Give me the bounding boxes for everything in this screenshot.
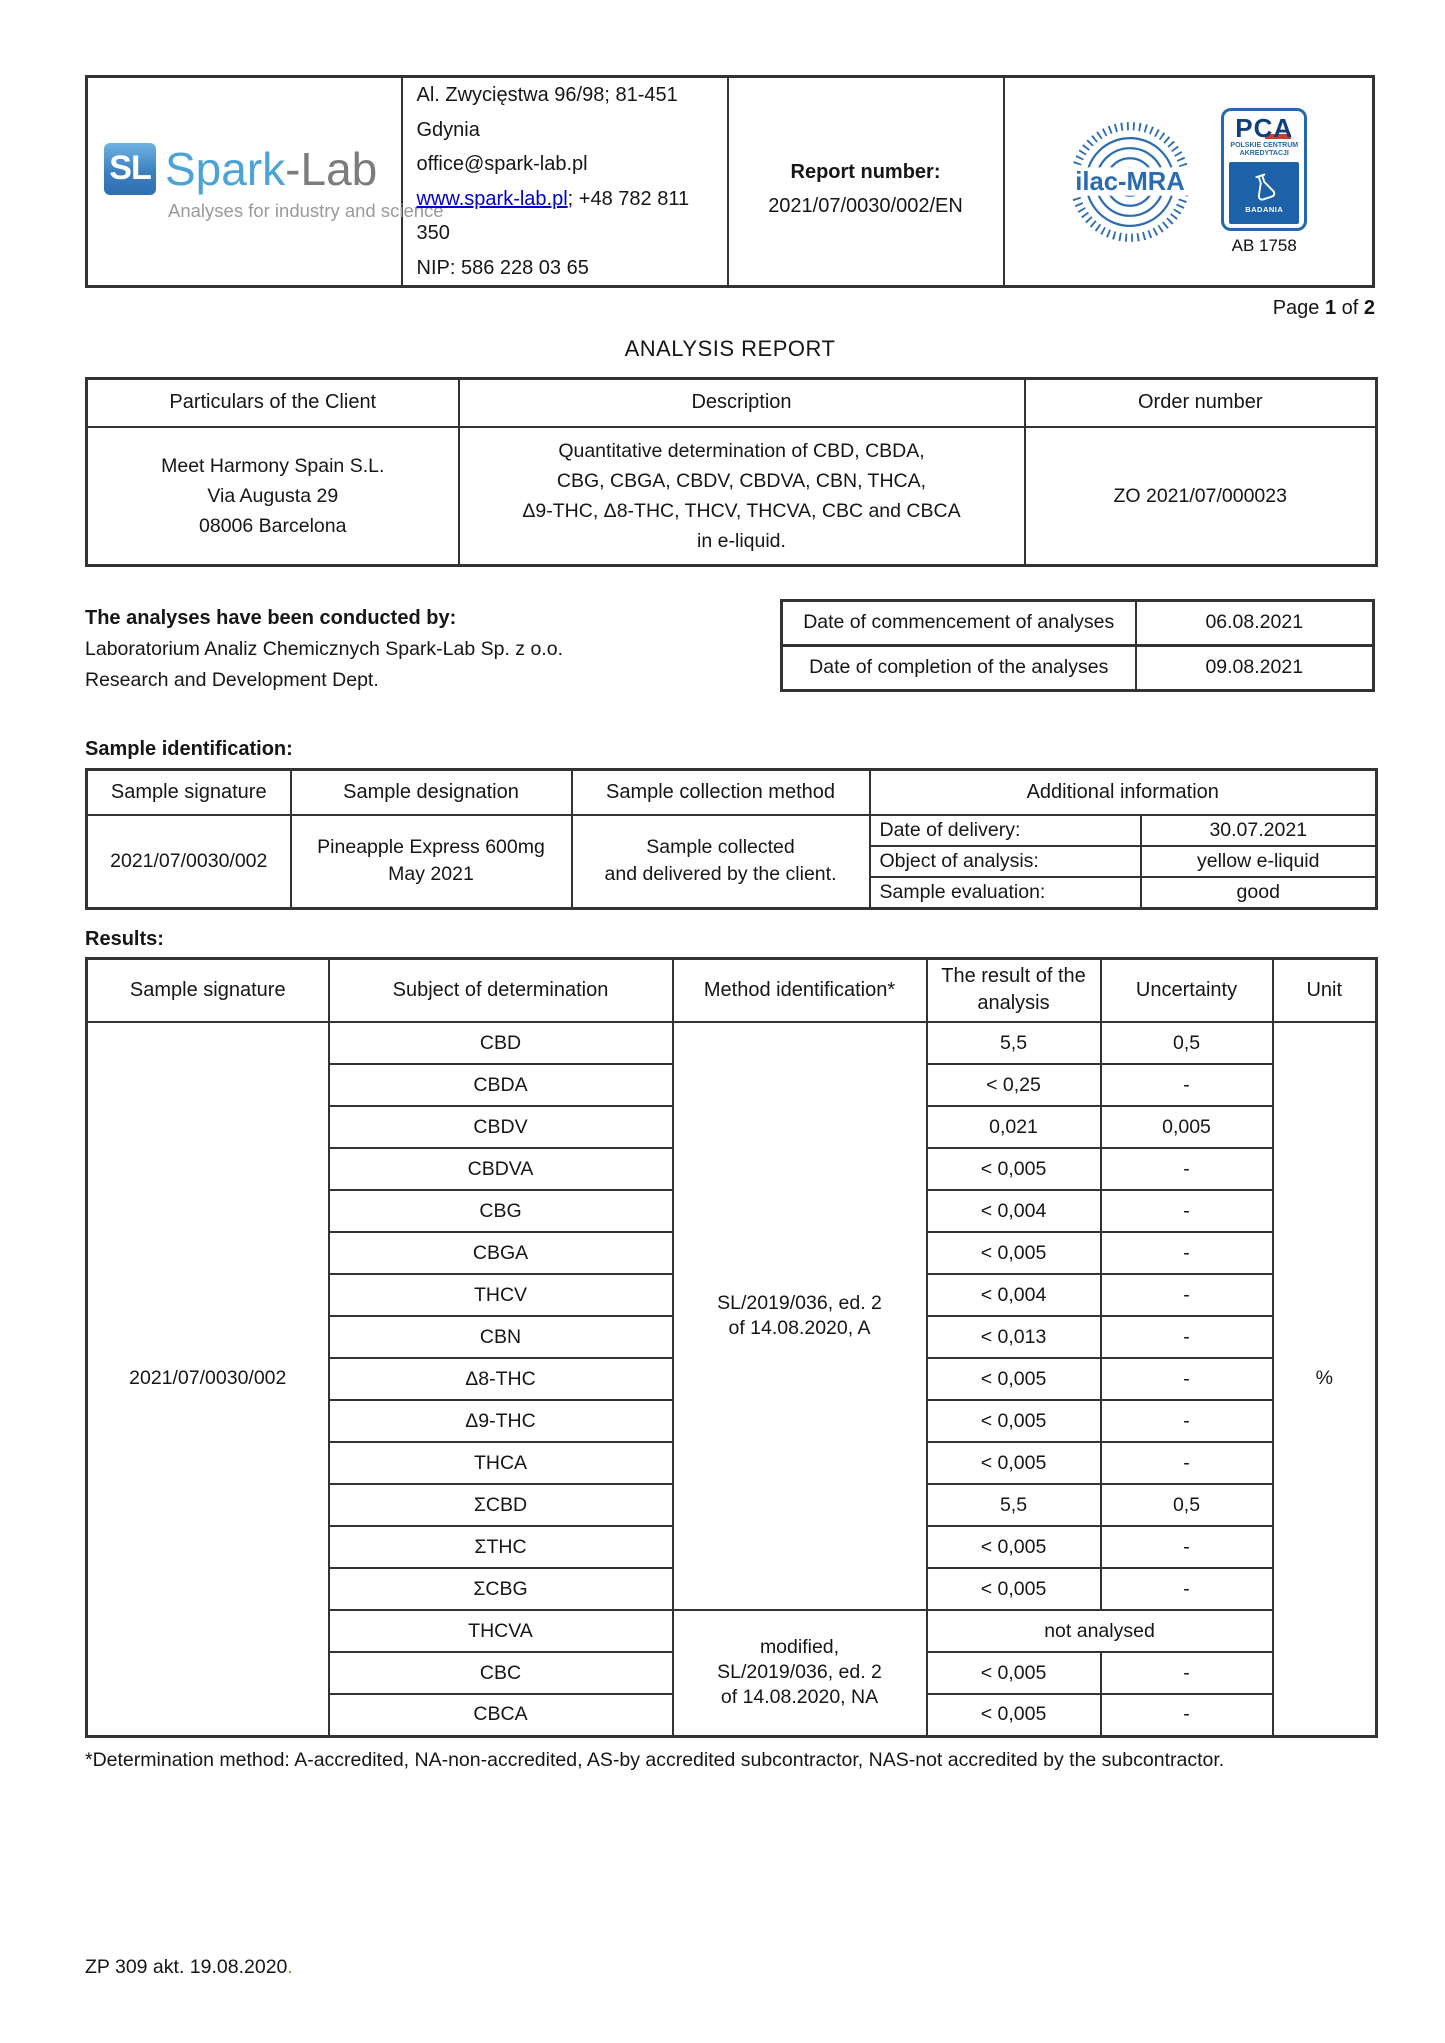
designation-line: Pineapple Express 600mg [317,836,545,859]
report-number-label: Report number: [790,161,941,183]
conducted-by-line: Laboratorium Analiz Chemicznych Spark-Lab Sp. z o.o. [85,637,563,660]
delivery-date-value: 30.07.2021 [1141,815,1377,846]
result-header: The result of the analysis [927,958,1101,1022]
uncertainty-cell: - [1101,1568,1273,1610]
result-cell: < 0,013 [927,1316,1101,1358]
uncertainty-cell: - [1101,1148,1273,1190]
result-cell: < 0,004 [927,1274,1101,1316]
completion-date: 09.08.2021 [1136,645,1374,690]
uncertainty-cell: - [1101,1232,1273,1274]
subject-cell: CBCA [329,1694,673,1736]
determination-method-footnote: *Determination method: A-accredited, NA-non-accredited, AS-by accredited subcontractor, NAS-not accredited by the subcontractor. [85,1748,1225,1771]
uncertainty-cell: - [1101,1190,1273,1232]
nip-line: NIP: 586 228 03 65 [416,256,589,279]
sample-signature-header: Sample signature [87,769,291,815]
result-cell: < 0,005 [927,1568,1101,1610]
pca-subtitle-line1: POLSKIE CENTRUM [1230,141,1299,149]
website-link[interactable]: www.spark-lab.pl [416,187,568,210]
pca-cert-number: AB 1758 [1231,235,1297,255]
object-of-analysis-value: yellow e-liquid [1141,846,1377,877]
result-cell: < 0,25 [927,1064,1101,1106]
website-line [417,182,727,251]
ilac-mra-seal-icon [1066,118,1194,246]
table-row [87,1022,1377,1064]
collection-line: and delivered by the client. [604,863,837,886]
client-particulars-cell [87,427,459,566]
pca-badge-label: BADANIA [1245,204,1284,214]
page-number: 1 [1324,297,1337,319]
object-of-analysis-label: Object of analysis: [870,846,1141,877]
method-line: SL/2019/036, ed. 2 [717,1292,882,1314]
method-line: SL/2019/036, ed. 2 [717,1661,882,1684]
subject-cell: CBD [329,1022,673,1064]
subject-cell: CBGA [329,1232,673,1274]
method-line: modified, [759,1636,840,1659]
conducted-by-label: The analyses have been conducted by: [85,606,457,629]
results-heading: Results: [85,927,164,950]
pca-accreditation-icon [1218,108,1310,256]
method-accredited-cell [673,1022,927,1610]
method-modified-cell [673,1610,927,1736]
uncertainty-cell: 0,5 [1101,1022,1273,1064]
header-box [85,75,1375,288]
subject-cell: THCVA [329,1610,673,1652]
result-cell: 5,5 [927,1022,1101,1064]
logo-cell [87,77,444,287]
sample-designation-cell [291,815,572,908]
subject-cell: ΣCBD [329,1484,673,1526]
method-line: of 14.08.2020, A [728,1317,871,1339]
accreditation-logos-cell [1004,77,1374,287]
not-analysed-cell: not analysed [927,1610,1273,1652]
page-indicator [85,297,1375,320]
result-cell: < 0,005 [927,1526,1101,1568]
commencement-date: 06.08.2021 [1136,600,1374,645]
result-cell: 0,021 [927,1106,1101,1148]
uncertainty-cell: 0,005 [1101,1106,1273,1148]
unit-cell: % [1273,1022,1377,1736]
commencement-row [782,600,1374,645]
subject-cell: CBDVA [329,1148,673,1190]
page-total: 2 [1363,297,1375,319]
uncertainty-cell: - [1101,1442,1273,1484]
svg-text:ilac-MRA: ilac-MRA [1075,167,1185,196]
subject-cell: CBG [329,1190,673,1232]
subject-cell: CBDA [329,1064,673,1106]
client-line: Meet Harmony Spain S.L. [161,454,385,477]
collection-line: Sample collected [646,836,795,859]
pca-subtitle-line2: AKREDYTACJI [1239,149,1289,157]
client-line: Via Augusta 29 [207,484,339,507]
results-signature-header: Sample signature [87,958,329,1022]
result-cell: < 0,005 [927,1442,1101,1484]
subject-cell: ΣCBG [329,1568,673,1610]
commencement-label: Date of commencement of analyses [782,600,1136,645]
uncertainty-cell: - [1101,1400,1273,1442]
subject-cell: CBC [329,1652,673,1694]
uncertainty-cell: - [1101,1526,1273,1568]
brand-accent: Spark [165,142,286,195]
uncertainty-cell: 0,5 [1101,1484,1273,1526]
uncertainty-cell: - [1101,1652,1273,1694]
brand-tagline: Analyses for industry and science [168,199,444,221]
email-line: office@spark-lab.pl [416,153,588,175]
method-header: Method identification* [673,958,927,1022]
uncertainty-cell: - [1101,1316,1273,1358]
results-signature-cell: 2021/07/0030/002 [87,1022,329,1736]
sample-designation-header: Sample designation [291,769,572,815]
result-cell: < 0,005 [927,1400,1101,1442]
results-table [85,957,1378,1738]
sample-signature-cell: 2021/07/0030/002 [87,815,291,908]
phone-text: ; +48 782 811 350 [416,187,690,244]
description-line: in e-liquid. [697,529,786,552]
sample-identification-heading: Sample identification: [85,737,293,760]
description-line: Δ9-THC, Δ8-THC, THCV, THCVA, CBC and CBCA [522,499,961,522]
subject-header: Subject of determination [329,958,673,1022]
conducted-by-line: Research and Development Dept. [85,668,379,691]
flask-icon [1249,172,1279,202]
completion-row [782,645,1374,690]
sl-monogram-icon: SL [104,143,156,195]
order-number-cell: ZO 2021/07/000023 [1025,427,1377,566]
page-title: ANALYSIS REPORT [624,336,836,361]
subject-cell: ΣTHC [329,1526,673,1568]
spark-lab-logo [88,142,444,222]
description-cell [459,427,1025,566]
result-cell: < 0,005 [927,1652,1101,1694]
footer-text: ZP 309 akt. 19.08.2020 [85,1956,288,1978]
sample-row [87,815,1377,846]
document-footer [85,1956,293,1979]
result-cell: < 0,005 [927,1694,1101,1736]
uncertainty-cell: - [1101,1358,1273,1400]
subject-cell: Δ8-THC [329,1358,673,1400]
order-col-header: Order number [1025,379,1377,427]
description-col-header: Description [459,379,1025,427]
client-col-header: Particulars of the Client [87,379,459,427]
sample-identification-table [85,768,1378,910]
result-cell: < 0,005 [927,1148,1101,1190]
subject-cell: THCA [329,1442,673,1484]
subject-cell: CBDV [329,1106,673,1148]
brand-name [165,142,377,196]
client-table-body-row [87,427,1377,566]
result-cell: < 0,005 [927,1358,1101,1400]
conducted-by-block [85,599,780,696]
unit-header: Unit [1273,958,1377,1022]
sample-evaluation-label: Sample evaluation: [870,877,1141,908]
uncertainty-cell: - [1101,1274,1273,1316]
report-number-value: 2021/07/0030/002/EN [768,195,963,217]
footer-red-dot: . [287,1956,293,1978]
collection-method-header: Sample collection method [572,769,870,815]
completion-label: Date of completion of the analyses [782,645,1136,690]
client-line: 08006 Barcelona [199,514,347,537]
result-cell: < 0,004 [927,1190,1101,1232]
delivery-date-label: Date of delivery: [870,815,1141,846]
page-indicator-of: of [1336,297,1364,319]
pca-word: PCA [1235,112,1294,143]
description-line: Quantitative determination of CBD, CBDA, [558,439,925,462]
results-header-row [87,958,1377,1022]
description-line: CBG, CBGA, CBDV, CBDVA, CBN, THCA, [556,469,927,492]
designation-line: May 2021 [388,863,474,886]
subject-cell: Δ9-THC [329,1400,673,1442]
result-cell: < 0,005 [927,1232,1101,1274]
report-number-cell [728,77,1004,287]
dates-table [780,599,1375,692]
sample-table-header-row [87,769,1377,815]
additional-info-header: Additional information [870,769,1377,815]
page-indicator-prefix: Page [1272,297,1325,319]
client-table-header-row [87,379,1377,427]
brand-rest: -Lab [285,142,378,195]
sample-evaluation-value: good [1141,877,1377,908]
subject-cell: THCV [329,1274,673,1316]
collection-method-cell [572,815,870,908]
subject-cell: CBN [329,1316,673,1358]
method-line: of 14.08.2020, NA [720,1686,879,1709]
uncertainty-cell: - [1101,1694,1273,1736]
result-cell: 5,5 [927,1484,1101,1526]
uncertainty-header: Uncertainty [1101,958,1273,1022]
client-table [85,377,1378,567]
uncertainty-cell: - [1101,1064,1273,1106]
address-line: Al. Zwycięstwa 96/98; 81-451 Gdynia [416,84,678,141]
address-cell [402,77,728,287]
